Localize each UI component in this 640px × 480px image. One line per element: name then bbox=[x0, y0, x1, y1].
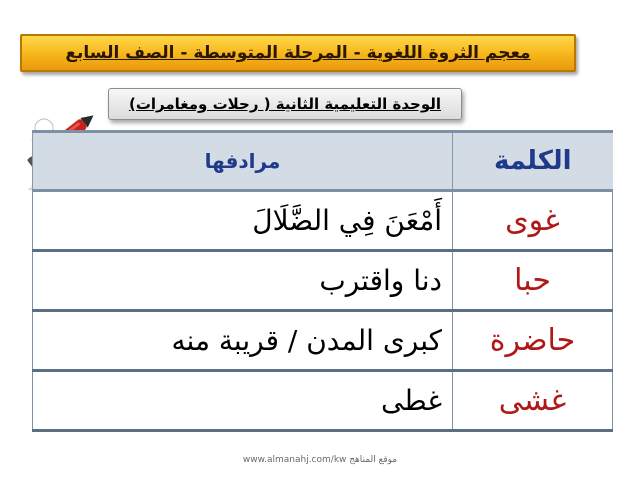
synonym-cell: غطى bbox=[33, 371, 453, 431]
synonym-cell: أَمْعَنَ فِي الضَّلَالَ bbox=[33, 191, 453, 251]
word-cell: غوى bbox=[453, 191, 613, 251]
word-cell: غشى bbox=[453, 371, 613, 431]
word-cell: حبا bbox=[453, 251, 613, 311]
table-row bbox=[33, 191, 613, 251]
unit-title: الوحدة التعليمية الثانية ( رحلات ومغامرات) bbox=[128, 95, 442, 113]
page-title: معجم الثروة اللغوية - المرحلة المتوسطة - الصف السابع bbox=[65, 43, 531, 63]
unit-banner bbox=[108, 88, 462, 120]
vocabulary-table bbox=[32, 130, 613, 432]
column-header-word: الكلمة bbox=[453, 132, 613, 191]
synonym-cell: كبرى المدن / قريبة منه bbox=[33, 311, 453, 371]
title-banner bbox=[20, 34, 576, 72]
column-header-synonym: مرادفها bbox=[33, 132, 453, 191]
table-row bbox=[33, 251, 613, 311]
word-cell: حاضرة bbox=[453, 311, 613, 371]
footer-source: www.almanahj.com/kw موقع المناهج bbox=[242, 455, 398, 465]
table-row bbox=[33, 371, 613, 431]
table-header-row bbox=[33, 132, 613, 191]
table-row bbox=[33, 311, 613, 371]
synonym-cell: دنا واقترب bbox=[33, 251, 453, 311]
